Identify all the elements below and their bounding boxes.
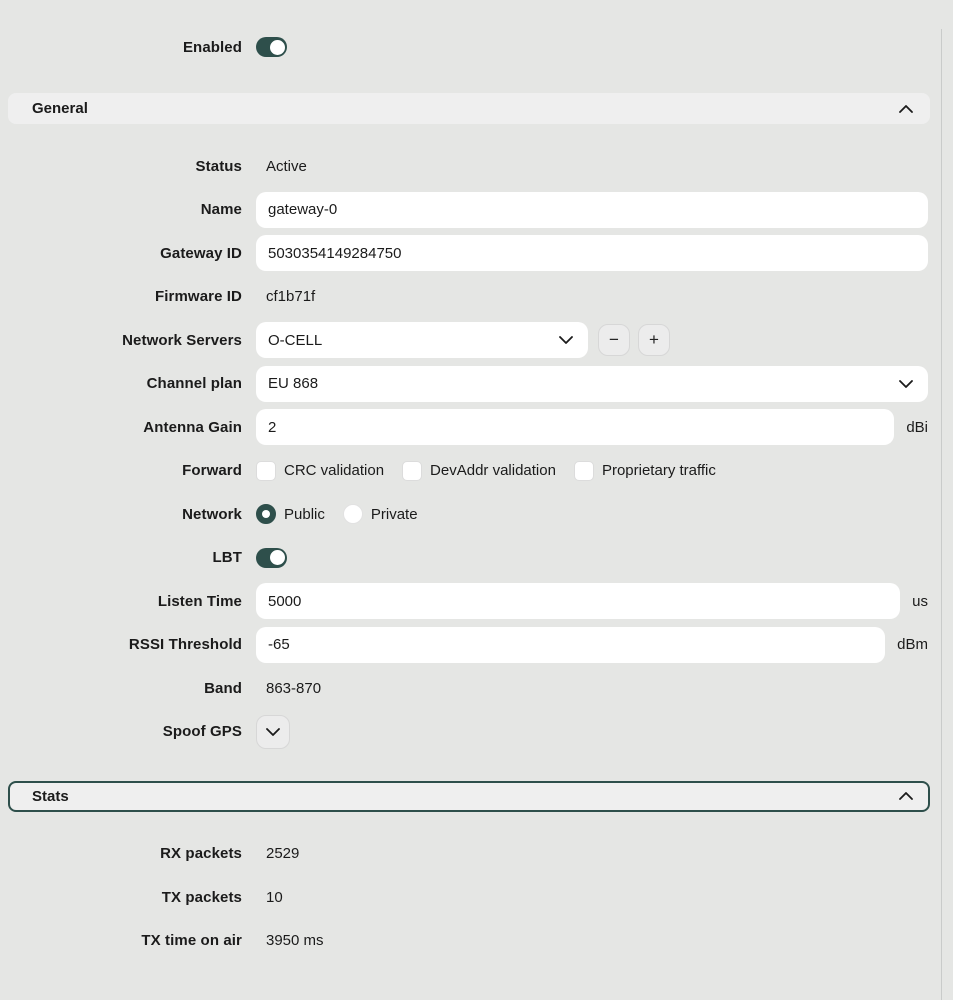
row-lbt (0, 540, 928, 576)
proprietary-traffic-checkbox[interactable] (574, 461, 716, 481)
stats-section-body (0, 836, 953, 959)
gateway-id-input[interactable] (256, 235, 928, 271)
chevron-up-icon (899, 792, 913, 800)
lbt-toggle[interactable] (256, 548, 287, 568)
row-spoof-gps (0, 714, 928, 750)
stats-section-title: Stats (32, 787, 69, 805)
row-antenna-gain (0, 409, 928, 445)
name-input[interactable] (256, 192, 928, 228)
gateway-id-label: Gateway ID (160, 244, 242, 262)
row-band (0, 670, 928, 706)
listen-time-input[interactable] (256, 583, 900, 619)
rssi-threshold-input[interactable] (256, 627, 885, 663)
radio-unselected-icon (343, 504, 363, 524)
enabled-toggle[interactable] (256, 37, 287, 57)
devaddr-validation-checkbox[interactable] (402, 461, 556, 481)
forward-label: Forward (182, 462, 242, 479)
crc-validation-checkbox[interactable] (256, 461, 384, 481)
row-gateway-id (0, 235, 928, 271)
radio-selected-icon (256, 504, 276, 524)
add-network-server-button[interactable]: + (638, 324, 670, 356)
rssi-threshold-unit: dBm (897, 636, 928, 653)
lbt-label: LBT (212, 549, 242, 566)
checkbox-icon (402, 461, 422, 481)
row-status (0, 148, 928, 184)
network-private-label: Private (370, 505, 418, 523)
network-label: Network (182, 505, 242, 523)
row-enabled (0, 29, 953, 65)
tx-packets-label: TX packets (161, 888, 242, 906)
antenna-gain-label: Antenna Gain (143, 418, 242, 436)
crc-validation-label: CRC validation (284, 462, 385, 479)
rx-packets-value: 2529 (266, 845, 300, 862)
row-network (0, 496, 928, 532)
toggle-knob (270, 40, 285, 55)
general-section-body (0, 148, 953, 750)
spoof-gps-label: Spoof GPS (162, 723, 242, 740)
network-servers-selected: O-CELL (268, 331, 323, 349)
checkbox-icon (574, 461, 594, 481)
network-public-radio[interactable] (256, 504, 325, 524)
section-header-stats[interactable] (8, 781, 930, 812)
row-rssi-threshold (0, 627, 928, 663)
row-forward (0, 453, 928, 489)
status-value: Active (266, 157, 307, 175)
network-private-radio[interactable] (343, 504, 418, 524)
tx-time-on-air-value: 3950 ms (266, 932, 324, 949)
channel-plan-selected: EU 868 (268, 375, 319, 392)
network-servers-select[interactable] (256, 322, 588, 358)
firmware-id-value: cf1b71f (266, 288, 316, 305)
network-radio-group (256, 504, 418, 524)
tx-time-on-air-label: TX time on air (141, 932, 242, 949)
devaddr-validation-label: DevAddr validation (430, 462, 556, 479)
chevron-down-icon (899, 380, 913, 388)
channel-plan-select[interactable] (256, 366, 928, 402)
row-rx-packets (0, 836, 928, 872)
antenna-gain-input[interactable] (256, 409, 894, 445)
chevron-down-icon (266, 728, 280, 736)
row-network-servers (0, 322, 928, 358)
network-public-label: Public (284, 505, 325, 523)
listen-time-unit: us (912, 592, 928, 610)
checkbox-icon (256, 461, 276, 481)
network-servers-label: Network Servers (122, 331, 242, 349)
spoof-gps-expand-button[interactable] (256, 715, 290, 749)
firmware-id-label: Firmware ID (155, 288, 242, 305)
panel-edge-divider (941, 29, 942, 1000)
proprietary-traffic-label: Proprietary traffic (601, 462, 716, 479)
row-channel-plan (0, 366, 928, 402)
row-name (0, 192, 928, 228)
row-firmware-id (0, 279, 928, 315)
row-tx-packets (0, 879, 928, 915)
channel-plan-label: Channel plan (146, 375, 242, 392)
forward-checkbox-group (256, 461, 716, 481)
section-header-general[interactable] (8, 93, 930, 124)
chevron-up-icon (899, 105, 913, 113)
enabled-label: Enabled (182, 38, 242, 56)
row-listen-time (0, 583, 928, 619)
remove-network-server-button[interactable]: − (598, 324, 630, 356)
name-label: Name (200, 201, 242, 218)
rx-packets-label: RX packets (160, 845, 242, 862)
status-label: Status (195, 157, 242, 175)
chevron-down-icon (559, 336, 573, 344)
listen-time-label: Listen Time (157, 592, 242, 610)
band-label: Band (204, 679, 242, 697)
row-tx-time-on-air (0, 923, 928, 959)
rssi-threshold-label: RSSI Threshold (128, 636, 242, 653)
band-value: 863-870 (266, 679, 322, 697)
antenna-gain-unit: dBi (906, 418, 928, 436)
tx-packets-value: 10 (266, 888, 283, 906)
general-section-title: General (32, 100, 88, 117)
toggle-knob (270, 550, 285, 565)
